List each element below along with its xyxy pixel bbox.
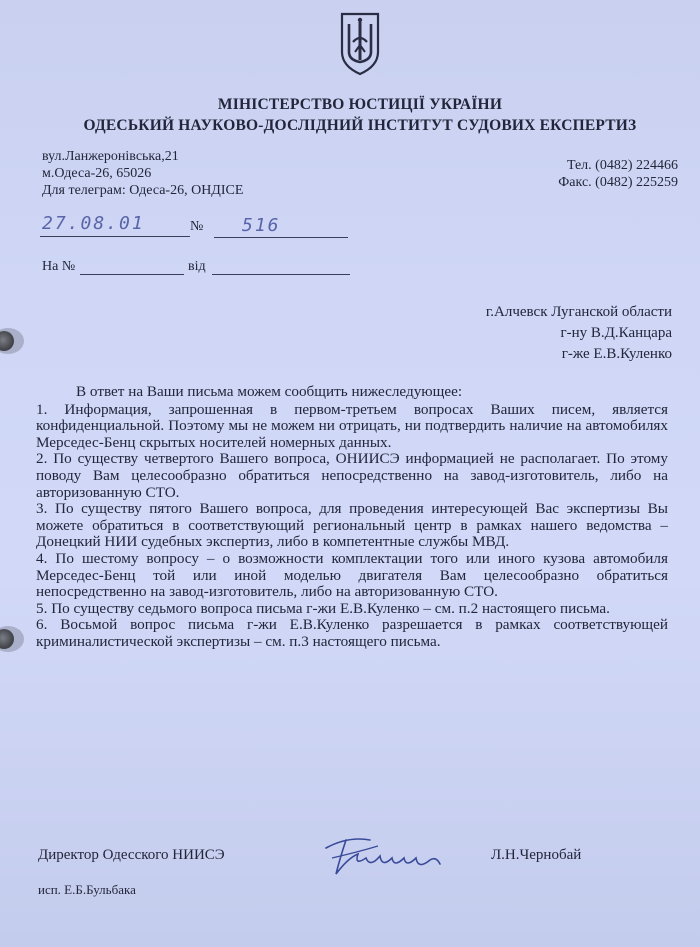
body-item-6: 6. Восьмой вопрос письма г-жи Е.В.Куленко разрешается в рамках соответствующей криминалистической экспертизы – см. п.3 настоящего письма. [36, 616, 668, 650]
address-telegram: Для телеграм: Одеса-26, ОНДІСЕ [42, 183, 244, 198]
body-item-2: 2. По существу четвертого Вашего вопроса, ОНИИСЭ информацией не располагает. По этому поводу Вам целесообразно обратиться непосредственно на завод-изготовитель, либо на авторизованную СТО. [36, 450, 668, 501]
signatory-position: Директор Одесского НИИСЭ [38, 847, 225, 863]
executor-note: исп. Е.Б.Бульбака [38, 882, 136, 897]
number-underline [214, 237, 348, 238]
body-item-1: 1. Информация, запрошенная в первом-третьем вопросах Ваших писем, является конфиденциальной. Поэтому мы не можем ни отрицать, ни подтвердить наличие на автомобилях Мерседес-Бенц скрытых носителей номерных данных. [36, 400, 668, 451]
incoming-underline [80, 274, 184, 275]
handwritten-signature [318, 828, 468, 880]
body-intro: В ответ на Ваши письма можем сообщить нижеследующее: [76, 383, 463, 400]
letter-body [36, 384, 668, 651]
incoming-label: На № [42, 259, 76, 274]
body-item-3: 3. По существу пятого Вашего вопроса, для проведения интересующей Вас экспертизы Вы можете обратиться в соответствующий региональный центр в рамках нашего ведомства – Донецкий НИИ судебных экспертиз, либо в компетентные службы МВД. [36, 500, 668, 551]
incoming-from-label: від [188, 259, 206, 274]
body-item-5: 5. По существу седьмого вопроса письма г-жи Е.В.Куленко – см. п.2 настоящего письма. [36, 599, 610, 617]
recipient-name-2: г-же Е.В.Куленко [561, 346, 672, 362]
signatory-name: Л.Н.Чернобай [491, 847, 582, 863]
address-block [42, 148, 243, 199]
address-city: м.Одеса-26, 65026 [42, 166, 152, 181]
number-label: № [190, 219, 204, 234]
contact-block [558, 157, 678, 191]
institute-title: ОДЕСЬКИЙ НАУКОВО-ДОСЛІДНИЙ ІНСТИТУТ СУДОВИХ ЕКСПЕРТИЗ [83, 117, 637, 134]
coat-of-arms-icon [339, 12, 381, 76]
date-underline [40, 236, 190, 237]
outgoing-date: 27.08.01 [42, 213, 145, 234]
recipient-block [486, 302, 672, 365]
phone-number: Тел. (0482) 224466 [566, 158, 678, 173]
body-item-4: 4. По шестому вопросу – о возможности комплектации того или иного кузова автомобиля Мерседес-Бенц той или иной моделью двигателя Вам целесообразно обратиться непосредственно на завод-изготовитель, либо на авторизованную СТО. [36, 549, 668, 601]
address-street: вул.Ланжеронівська,21 [42, 149, 179, 164]
incoming-date-underline [212, 274, 350, 275]
ministry-title: МІНІСТЕРСТВО ЮСТИЦІЇ УКРАЇНИ [217, 96, 503, 113]
fax-number: Факс. (0482) 225259 [558, 175, 678, 190]
outgoing-number: 516 [242, 215, 281, 236]
recipient-city: г.Алчевск Луганской области [485, 304, 672, 320]
recipient-name-1: г-ну В.Д.Канцара [560, 325, 672, 341]
